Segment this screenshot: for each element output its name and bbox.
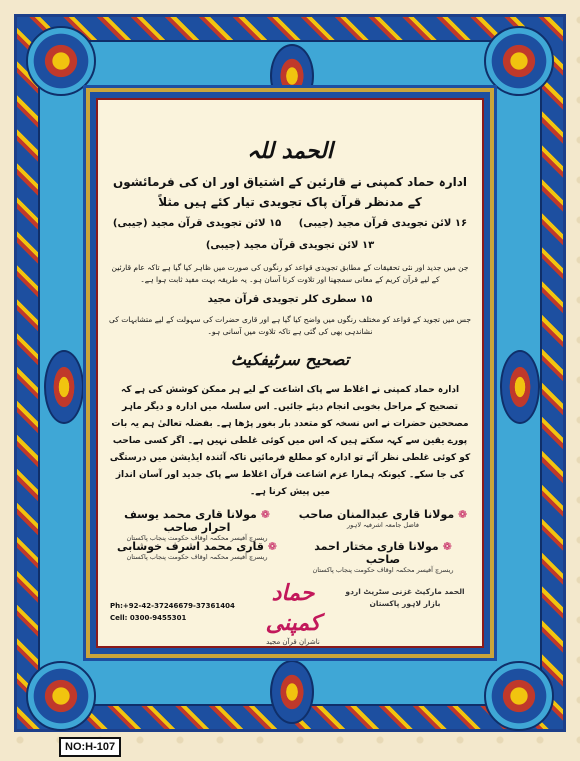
- cell-number: Cell: 0300-9455301: [110, 614, 187, 622]
- color-edition-title: ۱۵ سطری کلر تجویدی قرآن مجید: [207, 294, 373, 305]
- edition-item: ۱۳ لائن تجویدی قرآن مجید (جیبی): [205, 240, 375, 251]
- edition-item: ۱۵ لائن تجویدی قرآن مجید (جیبی): [112, 218, 282, 229]
- corner-medallion-icon: [26, 661, 96, 731]
- corner-medallion-icon: [26, 26, 96, 96]
- signature-block: [298, 508, 468, 529]
- certificate-body: ادارہ حماد کمپنی نے اغلاط سے پاک اشاعت کے لیے ہر ممکن کوشش کی ہے کہ تصحیح کے مراحل بخوبی انجام دیئے جائیں۔ اس سلسلہ میں ادارہ و دیگر ماہر مصححین حضرات نے اس نسخہ کو متعدد بار بغور پڑھا ہے۔ بفضلہ تعالیٰ ہم یہ بات پورے یقین سے کہہ سکتے ہیں کہ اس میں کوئی غلطی نہیں ہے۔ اگر کسی صاحب کو کوئی غلطی نظر آئے تو ادارہ کو مطلع فرمائیں تاکہ آئندہ ایڈیشن میں درستگی کی جا سکے۔ کیونکہ ہمارا عزم اشاعت قرآن اغلاط سے پاک جدید اور آسان انداز میں پیش کرنا ہے۔: [109, 385, 471, 497]
- logo-subtitle: ناشرانِ قرآن مجید: [266, 638, 320, 646]
- phone-number: Ph:+92-42-37246679-37361404: [110, 602, 235, 610]
- intro-text: ادارہ حماد کمپنی نے قارئین کے اشتیاق اور ان کی فرمائشوں کے مدنظر قرآن پاک تجویدی تیار کئے ہیں مثلاً: [112, 175, 468, 209]
- signatory-name: ❁ قاری محمد اشرف خوشابی: [117, 540, 277, 553]
- description-paragraph: جن میں جدید اور نئی تحقیقات کے مطابق تجویدی قواعد کو رنگوں کی صورت میں ظاہر کیا گیا ہے تاکہ عام قارئین کے لیے قرآن کریم کے معانی سمجھنا اور تلاوت کرنا آسان ہو۔ یہ طریقہ بہت مفید ثابت ہوا ہے۔: [111, 263, 469, 284]
- publisher-logo: [248, 578, 338, 646]
- editions-row-2: [108, 240, 472, 251]
- editions-row-1: [108, 218, 472, 229]
- description-paragraph-2: جس میں تجوید کے قواعد کو مختلف رنگوں میں واضح کیا گیا ہے اور قاری حضرات کی سہولت کے لیے متشابہات کی نشاندہی بھی کی گئی ہے تاکہ تلاوت میں آسانی ہو۔: [109, 315, 471, 336]
- corner-medallion-icon: [484, 26, 554, 96]
- signature-block: [112, 540, 282, 561]
- bottom-medallion-icon: [270, 660, 314, 724]
- signatory-role: ریسرچ آفیسر محکمہ اوقاف حکومت پنجاب پاکستان: [312, 566, 454, 574]
- right-medallion-icon: [500, 350, 540, 424]
- page-title: الحمد للہ: [247, 138, 333, 164]
- signatory-name: ❁ مولانا قاری محمد یوسف احرار صاحب: [124, 508, 270, 534]
- signatory-name: ❁ مولانا قاری عبدالمنان صاحب: [298, 508, 468, 521]
- signatory-name: ❁ مولانا قاری مختار احمد صاحب: [314, 540, 452, 566]
- certificate-title: تصحیح سرٹیفکیٹ: [230, 350, 350, 369]
- left-medallion-icon: [44, 350, 84, 424]
- publisher-address: الحمد مارکیٹ غزنی سٹریٹ اردو بازار لاہور پاکستان: [345, 587, 465, 608]
- stock-number-label: NO:H-107: [59, 737, 121, 757]
- contact-info: [110, 600, 240, 624]
- edition-item: ۱۶ لائن تجویدی قرآن مجید (جیبی): [298, 218, 468, 229]
- logo-mark: حماد کمپنی: [265, 580, 321, 636]
- signature-block: [298, 540, 468, 574]
- signatory-role: ریسرچ آفیسر محکمہ اوقاف حکومت پنجاب پاکستان: [126, 534, 268, 542]
- signatory-role: ریسرچ آفیسر محکمہ اوقاف حکومت پنجاب پاکستان: [126, 553, 268, 561]
- corner-medallion-icon: [484, 661, 554, 731]
- signature-block: [112, 508, 282, 542]
- signatory-role: فاضل جامعہ اشرفیہ لاہور: [347, 521, 419, 529]
- certificate-panel: [96, 98, 484, 648]
